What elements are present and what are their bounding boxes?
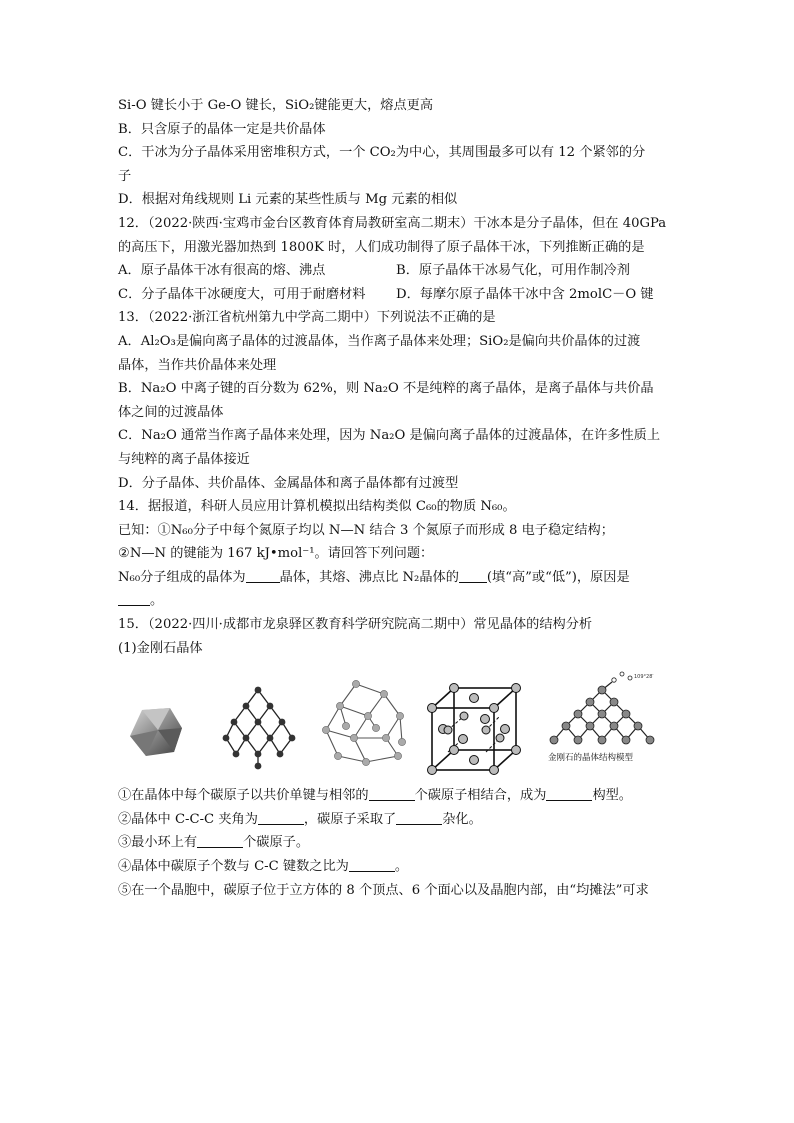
q12-option-a: A．原子晶体干冰有很高的熔、沸点: [118, 263, 326, 279]
diamond-lattice-model-1: [216, 680, 300, 770]
q12-options-row2: [118, 283, 688, 307]
q13-option-d: D．分子晶体、共价晶体、金属晶体和离子晶体都有过渡型: [118, 475, 459, 491]
q13-option-a-cont: 晶体，当作共价晶体来处理: [118, 357, 277, 373]
text-line: Si-O 键长小于 Ge-O 键长，SiO₂键能更大，熔点更高: [118, 98, 434, 113]
answer-blank[interactable]: [369, 786, 415, 801]
figure-caption: 金刚石的晶体结构模型: [548, 753, 634, 764]
answer-blank[interactable]: [246, 568, 280, 583]
diamond-figure-row: [118, 668, 688, 780]
question-13-stem: 13．（2022·浙江省杭州第九中学高二期中）下列说法不正确的是: [118, 310, 496, 326]
bond-angle-label: 109°28′: [634, 674, 654, 681]
q14-question-cont: 。: [118, 589, 688, 613]
answer-blank[interactable]: [118, 591, 150, 606]
diamond-lattice-model-2: [316, 676, 412, 774]
answer-blank[interactable]: [396, 810, 442, 825]
q15-item-2: ②晶体中 C-C-C 夹角为 ，碳原子采取了 杂化。: [118, 811, 482, 827]
answer-blank[interactable]: [197, 833, 243, 848]
q14-question: N₆₀分子组成的晶体为 晶体，其熔、沸点比 N₂晶体的 (填“高”或“低”)，原因是: [118, 569, 630, 585]
answer-blank[interactable]: [546, 786, 592, 801]
diamond-crystal-photo: [128, 706, 184, 758]
q14-known-2: ②N—N 的键能为 167 kJ•mol⁻¹。请回答下列问题：: [118, 546, 434, 562]
q14-known-1: 已知：①N₆₀分子中每个氮原子均以 N—N 结合 3 个氮原子而形成 8 电子稳定结构；: [118, 522, 614, 538]
document-page: [118, 94, 688, 902]
question-14-stem: 14．据报道，科研人员应用计算机模拟出结构类似 C₆₀的物质 N₆₀。: [118, 499, 516, 515]
q15-item-3: ③最小环上有 个碳原子。: [118, 835, 310, 851]
answer-blank[interactable]: [459, 568, 487, 583]
diamond-structure-model: [538, 668, 668, 768]
q15-item-5: ⑤在一个晶胞中，碳原子位于立方体的 8 个顶点、6 个面心以及晶胞内部，由“均摊法”可求: [118, 882, 649, 898]
q15-item-4: ④晶体中碳原子个数与 C-C 键数之比为 。: [118, 859, 409, 875]
q12-options-row1: [118, 259, 688, 283]
q13-option-c-cont: 与纯粹的离子晶体接近: [118, 451, 250, 467]
q12-option-d: D．每摩尔原子晶体干冰中含 2molC－O 键: [396, 286, 654, 302]
question-15-stem: 15．（2022·四川·成都市龙泉驿区教育科学研究院高二期中）常见晶体的结构分析: [118, 617, 593, 633]
q12-option-c: C．分子晶体干冰硬度大，可用于耐磨材料: [118, 286, 366, 302]
q13-option-c: C．Na₂O 通常当作离子晶体来处理，因为 Na₂O 是偏向离子晶体的过渡晶体，在许多性质上: [118, 428, 661, 444]
option-c: C．干冰为分子晶体采用密堆积方式，一个 CO₂为中心，其周围最多可以有 12 个紧邻的分: [118, 145, 646, 161]
option-d: D．根据对角线规则 Li 元素的某些性质与 Mg 元素的相似: [118, 192, 458, 208]
q13-option-b-cont: 体之间的过渡晶体: [118, 404, 224, 420]
q13-option-a: A．Al₂O₃是偏向离子晶体的过渡晶体，当作离子晶体来处理；SiO₂是偏向共价晶体的过渡: [118, 333, 641, 349]
text-line: 子: [118, 168, 132, 184]
q12-option-b: B．原子晶体干冰易气化，可用作制冷剂: [396, 263, 630, 279]
q15-item-1: ①在晶体中每个碳原子以共价单键与相邻的 个碳原子相结合，成为 构型。: [118, 788, 632, 804]
answer-blank[interactable]: [349, 857, 395, 872]
question-12-stem-cont: 的高压下，用激光器加热到 1800K 时，人们成功制得了原子晶体干冰，下列推断正确的是: [118, 239, 645, 255]
option-b: B．只含原子的晶体一定是共价晶体: [118, 121, 326, 137]
question-12-stem: 12．（2022·陕西·宝鸡市金台区教育体育局教研室高二期末）干冰本是分子晶体，但在 40GPa: [118, 215, 667, 231]
diamond-unit-cell: [424, 682, 524, 778]
q13-option-b: B．Na₂O 中离子键的百分数为 62%，则 Na₂O 不是纯粹的离子晶体，是离子晶体与共价晶: [118, 381, 654, 397]
answer-blank[interactable]: [258, 810, 304, 825]
q15-subheading: (1)金刚石晶体: [118, 640, 203, 656]
